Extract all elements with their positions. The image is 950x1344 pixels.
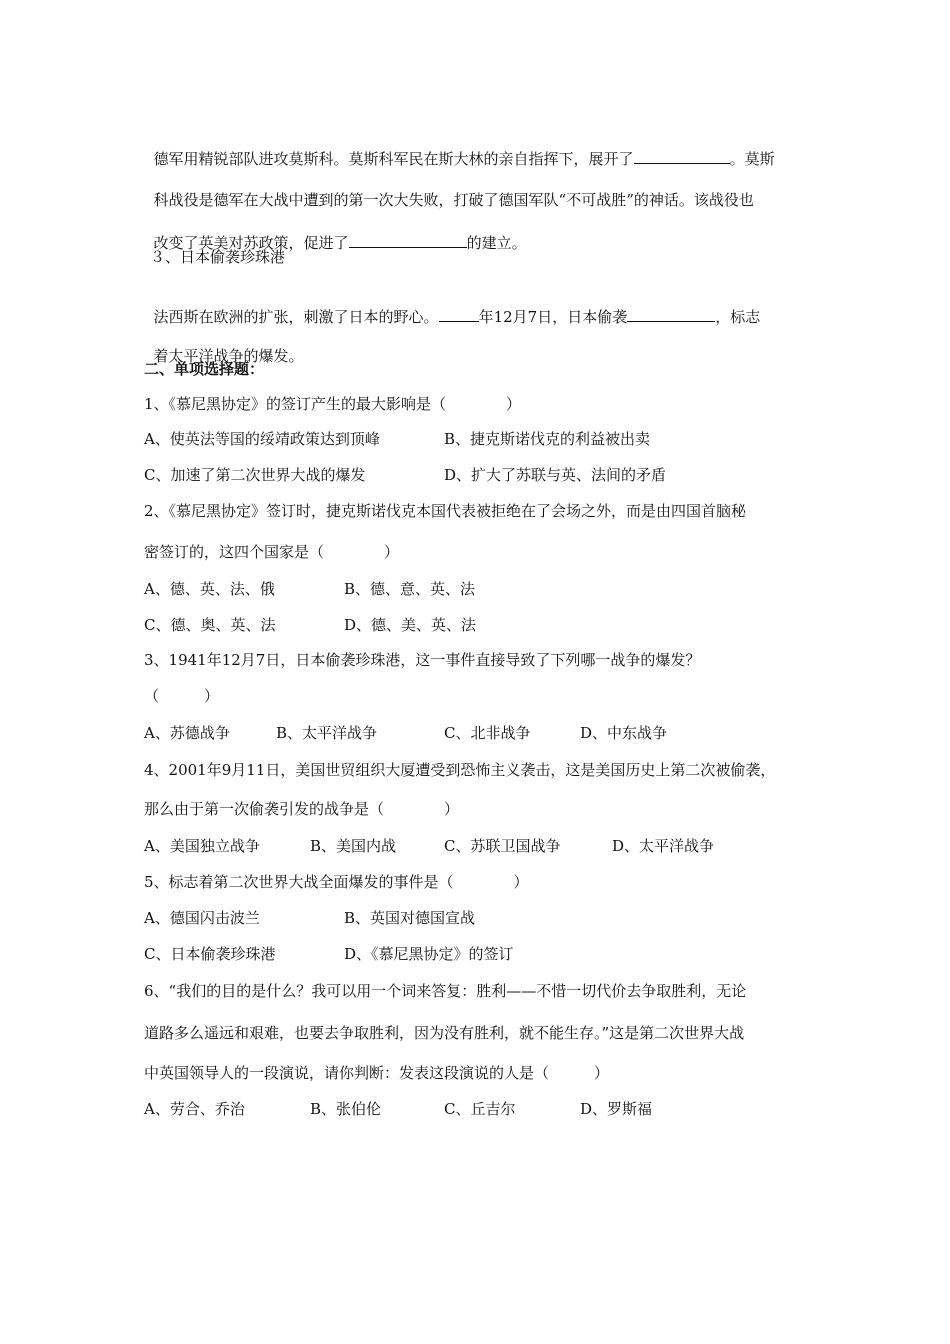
question-6-stem: 道路多么遥远和艰难，也要去争取胜利，因为没有胜利，就不能生存。”这是第二次世界大战 [144, 1024, 745, 1042]
question-5-option-a[interactable]: A、德国闪击波兰 [144, 909, 260, 927]
question-4-option-b[interactable]: B、美国内战 [310, 837, 397, 855]
question-6-option-b[interactable]: B、张伯伦 [310, 1100, 382, 1118]
year-blank[interactable] [439, 305, 479, 322]
question-5-option-b[interactable]: B、英国对德国宣战 [344, 909, 476, 927]
question-6-stem: 中英国领导人的一段演说，请你判断：发表这段演说的人是（ ） [144, 1064, 610, 1082]
question-1-option-d[interactable]: D、扩大了苏联与英、法间的矛盾 [444, 466, 667, 484]
intro-text: 改变了英美对苏政策，促进了 [153, 234, 349, 252]
intro-text: 的建立。 [466, 234, 527, 252]
question-3-stem: 3、1941年12月7日，日本偷袭珍珠港，这一事件直接导致了下列哪一战争的爆发？ [144, 651, 701, 669]
section-3-text: 法西斯在欧洲的扩张，刺激了日本的野心。 [153, 308, 439, 326]
question-5-stem: 5、标志着第二次世界大战全面爆发的事件是（ ） [144, 873, 529, 891]
question-2-option-d[interactable]: D、德、美、英、法 [344, 616, 477, 634]
question-2-option-b[interactable]: B、德、意、英、法 [344, 580, 476, 598]
question-6-stem: 6、“我们的目的是什么？我可以用一个词来答复：胜利——不惜一切代价去争取胜利，无论 [144, 982, 747, 1000]
answer-blank[interactable] [349, 231, 467, 248]
question-3-stem: （ ） [144, 687, 220, 705]
question-5-option-c[interactable]: C、日本偷袭珍珠港 [144, 945, 276, 963]
section-3-line-1 [144, 283, 760, 328]
question-6-option-a[interactable]: A、劳合、乔治 [144, 1100, 245, 1118]
question-3-option-a[interactable]: A、苏德战争 [144, 724, 230, 742]
question-4-option-d[interactable]: D、太平洋战争 [612, 837, 715, 855]
section-3-text: 年12月7日，日本偷袭 [478, 308, 628, 326]
question-1-option-c[interactable]: C、加速了第二次世界大战的爆发 [144, 466, 366, 484]
section-3-heading: ３、日本偷袭珍珠港 [150, 248, 286, 266]
question-6-option-c[interactable]: C、丘吉尔 [444, 1100, 516, 1118]
intro-text: 。莫斯 [729, 150, 775, 168]
question-4-option-c[interactable]: C、苏联卫国战争 [444, 837, 561, 855]
question-4-option-a[interactable]: A、美国独立战争 [144, 837, 260, 855]
section-3-text: ，标志 [715, 308, 761, 326]
answer-blank[interactable] [627, 305, 715, 322]
question-2-stem: 密签订的，这四个国家是（ ） [144, 543, 400, 561]
question-1-option-b[interactable]: B、捷克斯诺伐克的利益被出卖 [444, 430, 651, 448]
question-6-option-d[interactable]: D、罗斯福 [580, 1100, 653, 1118]
part-2-heading: 二、单项选择题： [144, 360, 265, 378]
intro-line-2 [144, 167, 754, 211]
question-5-option-d[interactable]: D、《慕尼黑协定》的签订 [344, 945, 514, 963]
question-1-stem: 1、《慕尼黑协定》的签订产生的最大影响是（ ） [144, 395, 522, 413]
question-2-stem: 2、《慕尼黑协定》签订时，捷克斯诺伐克本国代表被拒绝在了会场之外，而是由四国首脑秘 [144, 502, 747, 520]
question-1-option-a[interactable]: A、使英法等国的绥靖政策达到顶峰 [144, 430, 380, 448]
section-3-text: 着太平洋战争的爆发。 [153, 347, 304, 365]
question-3-option-d[interactable]: D、中东战争 [580, 724, 668, 742]
question-2-option-a[interactable]: A、德、英、法、俄 [144, 580, 275, 598]
intro-text: 德军用精锐部队进攻莫斯科。莫斯科军民在斯大林的亲自指挥下，展开了 [153, 150, 634, 168]
question-3-option-c[interactable]: C、北非战争 [444, 724, 531, 742]
question-4-stem: 4、2001年9月11日，美国世贸组织大厦遭受到恐怖主义袭击，这是美国历史上第二次被偷袭， [144, 761, 776, 779]
intro-line-1 [144, 125, 775, 170]
question-4-stem: 那么由于第一次偷袭引发的战争是（ ） [144, 800, 460, 818]
answer-blank[interactable] [634, 147, 730, 164]
intro-text: 科战役是德军在大战中遭到的第一次大失败，打破了德国军队“不可战胜”的神话。该战役也 [153, 191, 754, 209]
question-3-option-b[interactable]: B、太平洋战争 [276, 724, 378, 742]
question-2-option-c[interactable]: C、德、奥、英、法 [144, 616, 276, 634]
